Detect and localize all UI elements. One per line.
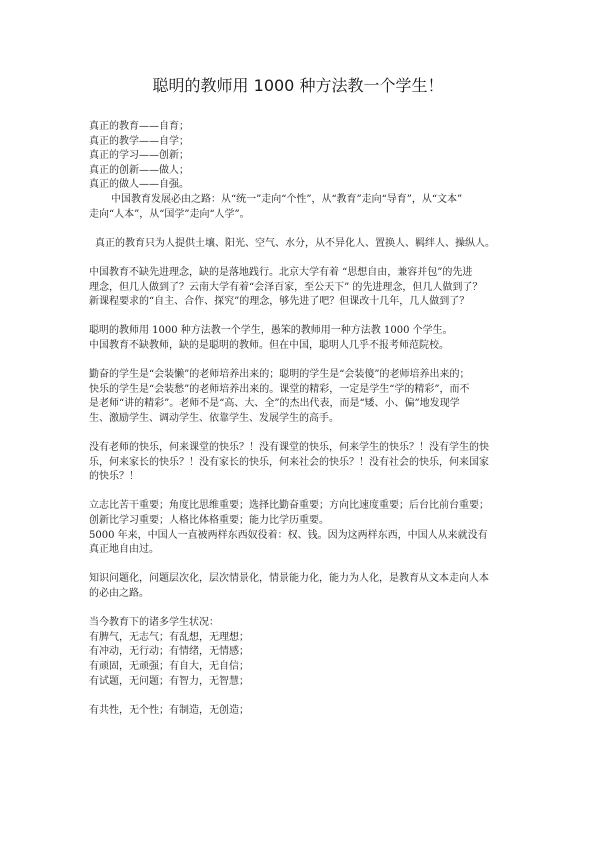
text-line: 生、激励学生、调动学生、依靠学生、发展学生的高手。 bbox=[89, 412, 339, 424]
text-line: 的快乐？！ bbox=[89, 471, 139, 483]
text-line: 中国教育不缺教师，缺的是聪明的教师。但在中国，聪明人几乎不报考师范院校。 bbox=[89, 339, 449, 351]
text-line: 真正的教学——自学； bbox=[89, 135, 189, 147]
paragraph bbox=[89, 266, 517, 310]
text-line: 知识问题化，问题层次化，层次情景化，情景能力化，能力为人化，是教育从文本走向人本 bbox=[89, 573, 489, 585]
text-line: 真正的创新——做人； bbox=[89, 164, 189, 176]
paragraph bbox=[89, 499, 517, 557]
text-line: 有共性，无个性；有制造，无创造； bbox=[89, 704, 249, 716]
text-line: 有脾气，无志气；有乱想，无理想； bbox=[89, 631, 249, 643]
text-line: 创新比学习重要；人格比体格重要；能力比学历重要。 bbox=[89, 515, 329, 527]
text-line: 勤奋的学生是“会装懒”的老师培养出来的；聪明的学生是“会装傻”的老师培养出来的； bbox=[89, 369, 470, 381]
text-line: 有试题，无问题；有智力，无智慧； bbox=[89, 675, 249, 687]
text-line: 真正的学习——创新； bbox=[89, 150, 189, 162]
paragraph-gap bbox=[89, 251, 517, 266]
paragraph-gap bbox=[89, 558, 517, 573]
text-line: 新课程要求的“自主、合作、探究”的理念，够先进了吧？但课改十几年，几人做到了？ bbox=[89, 296, 470, 308]
paragraph-gap bbox=[89, 222, 517, 237]
text-line: 理念，但几人做到了？云南大学有着“会泽百家，至公天下” 的先进理念，但几人做到了？ bbox=[89, 281, 483, 293]
text-line: 有顽固，无顽强；有自大，无自信； bbox=[89, 660, 249, 672]
text-line: 中国教育发展必由之路：从“统一”走向“个性”，从“教育”走向“导育”，从“文本” bbox=[111, 193, 463, 205]
paragraph bbox=[89, 120, 517, 193]
paragraph bbox=[89, 704, 517, 719]
text-line: 真正的教育只为人提供土壤、阳光、空气、水分，从不异化人、置换人、羁绊人、操纵人。 bbox=[95, 237, 495, 249]
paragraph bbox=[89, 441, 517, 485]
paragraph bbox=[89, 572, 517, 601]
text-line: 当今教育下的诸多学生状况： bbox=[89, 617, 219, 629]
paragraph bbox=[89, 193, 517, 222]
text-line: 走向“人本”，从“国学”走向“人学”。 bbox=[89, 208, 250, 220]
text-line: 没有老师的快乐，何来课堂的快乐？！没有课堂的快乐，何来学生的快乐？！没有学生的快 bbox=[89, 442, 489, 454]
text-line: 5000 年来，中国人一直被两样东西奴役着：权、钱。因为这两样东西，中国人从来就没有 bbox=[89, 529, 488, 541]
paragraph-gap bbox=[89, 602, 517, 617]
paragraph bbox=[89, 237, 517, 252]
text-line: 中国教育不缺先进理念，缺的是落地践行。北京大学有着 “思想自由，兼容并包”的先进 bbox=[89, 266, 473, 278]
text-line: 真正的做人——自强。 bbox=[89, 179, 189, 191]
paragraph-gap bbox=[89, 689, 517, 704]
paragraph bbox=[89, 368, 517, 426]
paragraph-gap bbox=[89, 310, 517, 325]
text-line: 的必由之路。 bbox=[89, 588, 149, 599]
paragraph bbox=[89, 616, 517, 689]
text-line: 是老师“讲的精彩”。老师不是“高、大、全”的杰出代表，而是“矮、小、偏”地发现学 bbox=[89, 398, 460, 410]
paragraph-gap bbox=[89, 426, 517, 441]
paragraph bbox=[89, 324, 517, 353]
document-title: 聪明的教师用 1000 种方法教一个学生！ bbox=[152, 76, 444, 95]
text-line: 聪明的教师用 1000 种方法教一个学生，愚笨的教师用一种方法教 1000 个学生。 bbox=[89, 325, 453, 337]
paragraph-gap bbox=[89, 485, 517, 500]
text-line: 真正地自由过。 bbox=[89, 544, 159, 556]
text-line: 快乐的学生是“会装愁”的老师培养出来的。课堂的精彩，一定是学生“学的精彩”，而不 bbox=[89, 383, 470, 395]
text-line: 立志比苦干重要；角度比思维重要；选择比勤奋重要；方向比速度重要；后台比前台重要； bbox=[89, 500, 489, 512]
text-line: 真正的教育——自育； bbox=[89, 121, 189, 132]
text-line: 乐，何来家长的快乐？！没有家长的快乐，何来社会的快乐？！没有社会的快乐，何来国家 bbox=[89, 456, 489, 468]
paragraph-gap bbox=[89, 354, 517, 369]
text-line: 有冲动，无行动；有情绪，无情感； bbox=[89, 646, 249, 658]
document-body bbox=[89, 120, 517, 718]
